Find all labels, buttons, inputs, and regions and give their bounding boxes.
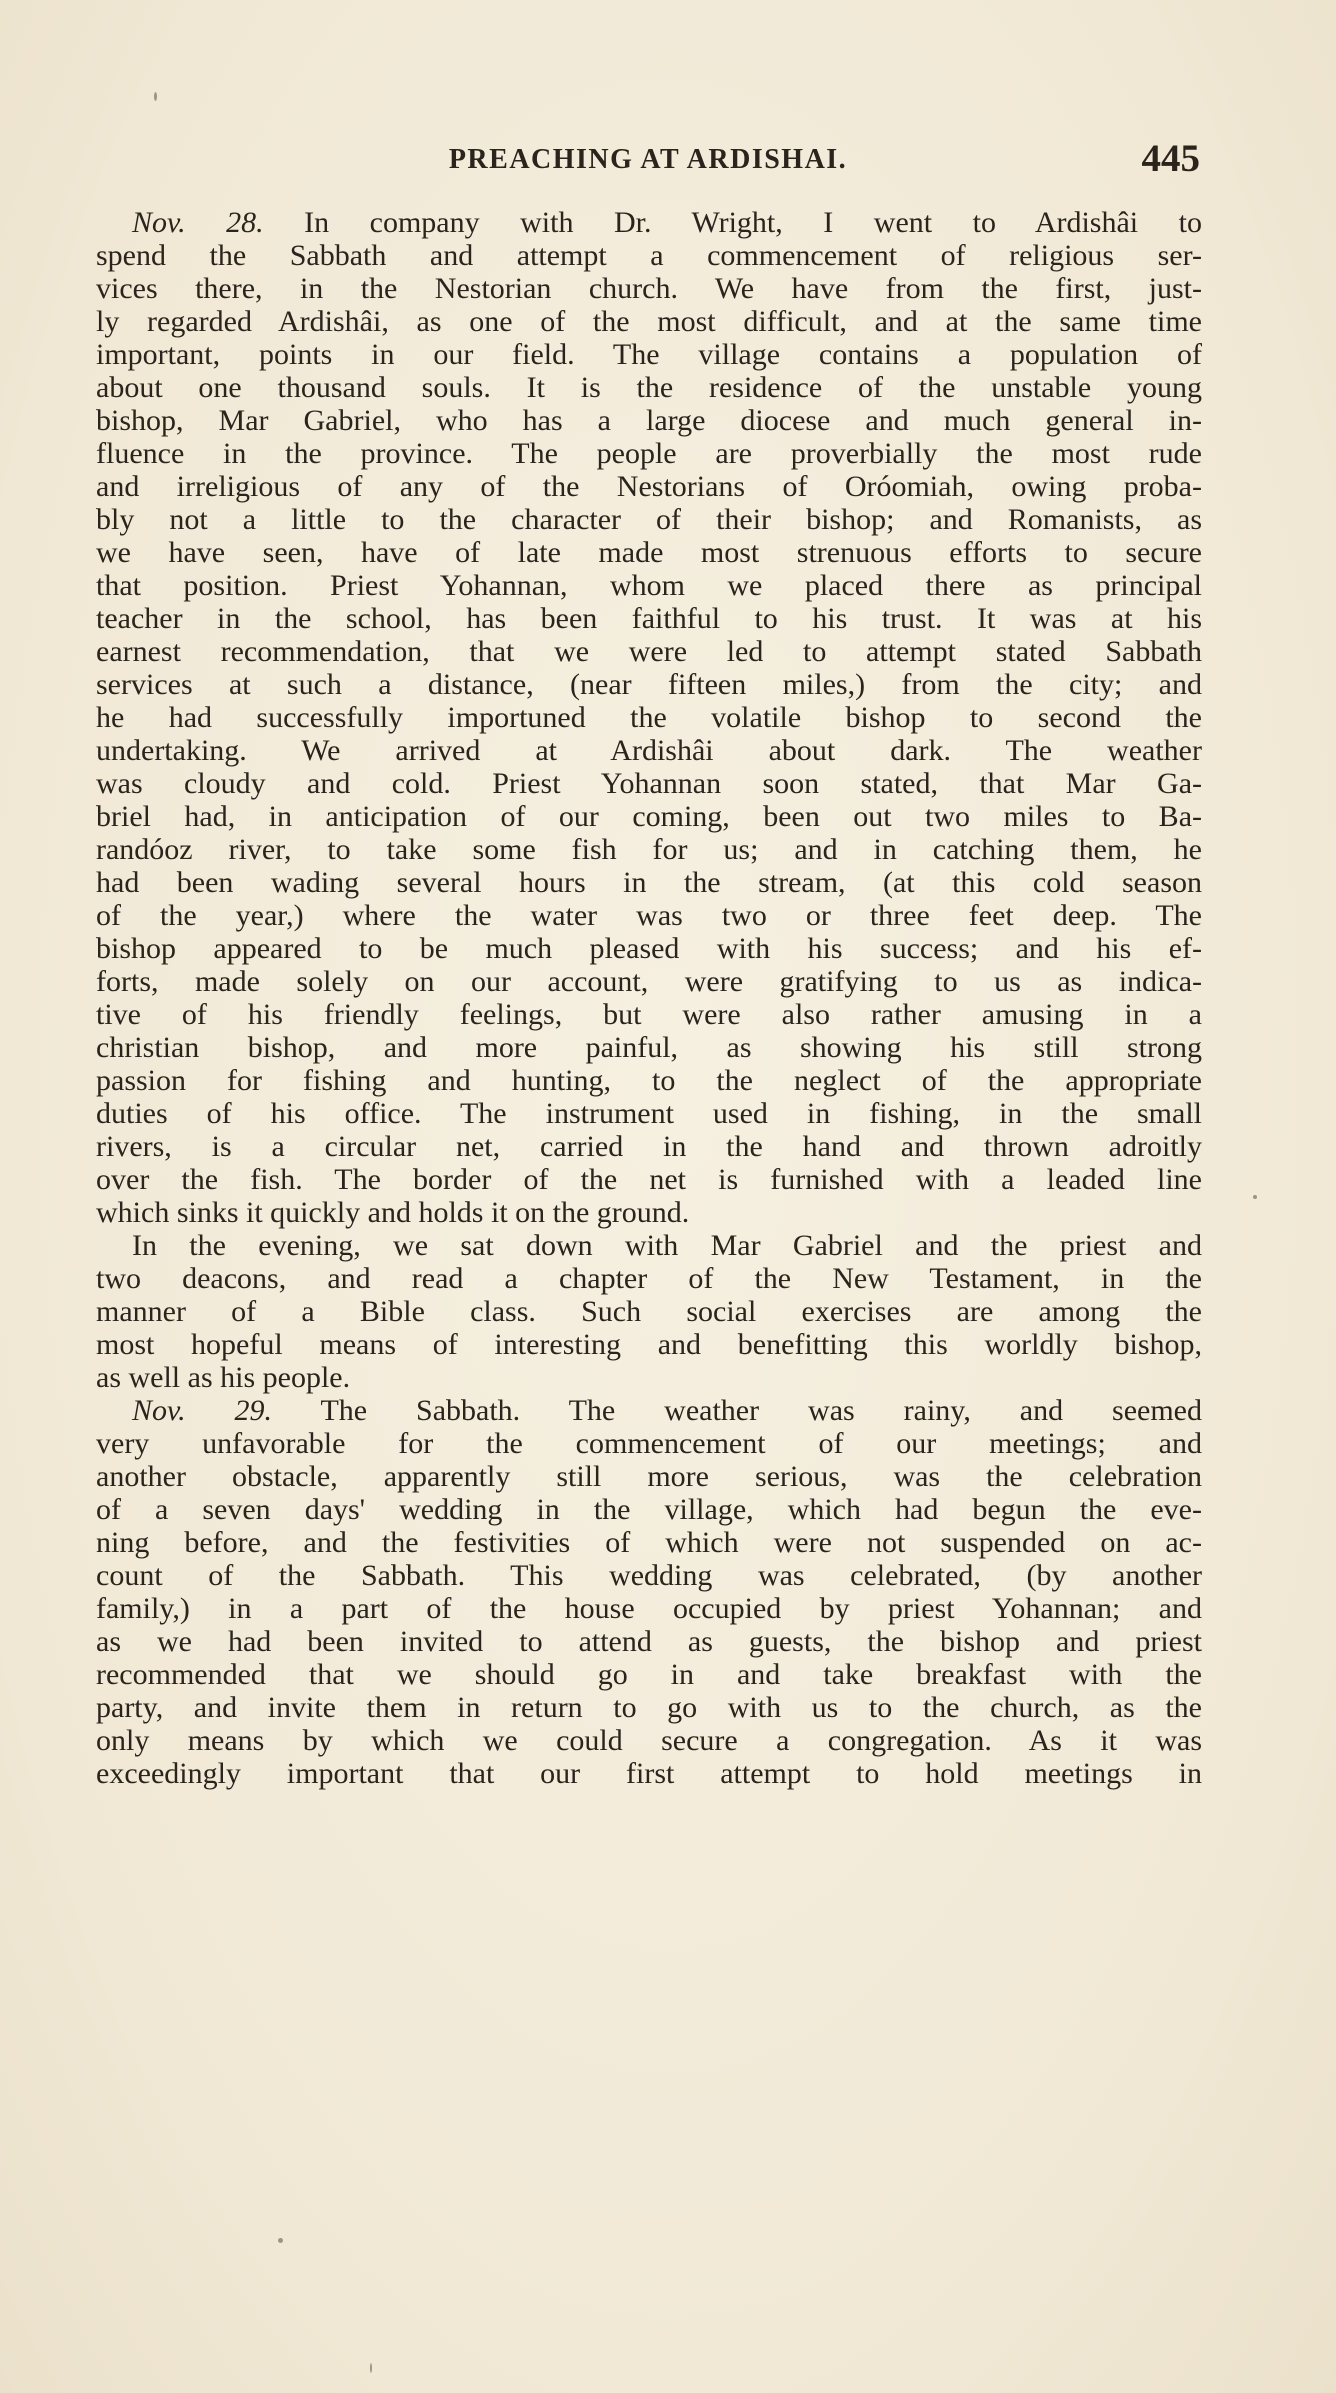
text-line: teacher in the school, has been faithful to his trust. It was at his [96, 602, 1202, 635]
text-line: undertaking. We arrived at Ardishâi about dark. The weather [96, 734, 1202, 767]
text-line: had been wading several hours in the stream, (at this cold season [96, 866, 1202, 899]
paper-speck [154, 92, 157, 101]
text-line: tive of his friendly feelings, but were also rather amusing in a [96, 998, 1202, 1031]
text-line: which sinks it quickly and holds it on the ground. [96, 1196, 690, 1229]
text-line: most hopeful means of interesting and benefitting this worldly bishop, [96, 1328, 1202, 1361]
text-line: bishop appeared to be much pleased with his success; and his ef- [96, 932, 1202, 965]
text-line: randóoz river, to take some fish for us; and in catching them, he [96, 833, 1202, 866]
text-line: as we had been invited to attend as guests, the bishop and priest [96, 1625, 1202, 1658]
text-line: we have seen, have of late made most strenuous efforts to secure [96, 536, 1202, 569]
text-line: recommended that we should go in and take breakfast with the [96, 1658, 1202, 1691]
running-title: PREACHING AT ARDISHAI. [448, 144, 848, 175]
text-line: important, points in our field. The village contains a population of [96, 338, 1202, 371]
text-line: ly regarded Ardishâi, as one of the most difficult, and at the same time [96, 305, 1202, 338]
body-text [96, 206, 1202, 1790]
text-line: briel had, in anticipation of our coming, been out two miles to Ba- [96, 800, 1202, 833]
text-line: spend the Sabbath and attempt a commencement of religious ser- [96, 239, 1202, 272]
text-line: vices there, in the Nestorian church. We have from the first, just- [96, 272, 1202, 305]
text-line: very unfavorable for the commencement of our meetings; and [96, 1427, 1202, 1460]
text-line: fluence in the province. The people are proverbially the most rude [96, 437, 1202, 470]
text-line: over the fish. The border of the net is furnished with a leaded line [96, 1163, 1202, 1196]
page-header [96, 136, 1200, 192]
text-line: party, and invite them in return to go with us to the church, as the [96, 1691, 1202, 1724]
entry-date: Nov. 29. [132, 1394, 273, 1427]
text-line: Nov. 29. The Sabbath. The weather was rainy, and seemed [132, 1394, 1202, 1427]
text-line: about one thousand souls. It is the residence of the unstable young [96, 371, 1202, 404]
paper-speck [370, 2363, 372, 2373]
text-line: he had successfully importuned the volatile bishop to second the [96, 701, 1202, 734]
text-line: bishop, Mar Gabriel, who has a large diocese and much general in- [96, 404, 1202, 437]
text-line: and irreligious of any of the Nestorians of Oróomiah, owing proba- [96, 470, 1202, 503]
paper-speck [278, 2238, 283, 2243]
text-line: family,) in a part of the house occupied by priest Yohannan; and [96, 1592, 1202, 1625]
text-line: that position. Priest Yohannan, whom we placed there as principal [96, 569, 1202, 602]
page-number: 445 [1141, 137, 1200, 180]
text-line: forts, made solely on our account, were gratifying to us as indica- [96, 965, 1202, 998]
text-line: two deacons, and read a chapter of the New Testament, in the [96, 1262, 1202, 1295]
text-line: Nov. 28. In company with Dr. Wright, I went to Ardishâi to [132, 206, 1202, 239]
text-line: duties of his office. The instrument used in fishing, in the small [96, 1097, 1202, 1130]
text-line: rivers, is a circular net, carried in the hand and thrown adroitly [96, 1130, 1202, 1163]
entry-date: Nov. 28. [132, 206, 264, 239]
text-line: only means by which we could secure a congregation. As it was [96, 1724, 1202, 1757]
text-line: In the evening, we sat down with Mar Gabriel and the priest and [132, 1229, 1202, 1262]
text-line: was cloudy and cold. Priest Yohannan soon stated, that Mar Ga- [96, 767, 1202, 800]
text-line: of the year,) where the water was two or three feet deep. The [96, 899, 1202, 932]
text-line: services at such a distance, (near fifteen miles,) from the city; and [96, 668, 1202, 701]
text-line: count of the Sabbath. This wedding was celebrated, (by another [96, 1559, 1202, 1592]
text-line: exceedingly important that our first attempt to hold meetings in [96, 1757, 1202, 1790]
text-line: bly not a little to the character of their bishop; and Romanists, as [96, 503, 1202, 536]
text-line: as well as his people. [96, 1361, 351, 1394]
text-line: another obstacle, apparently still more serious, was the celebration [96, 1460, 1202, 1493]
text-line: christian bishop, and more painful, as showing his still strong [96, 1031, 1202, 1064]
text-line: earnest recommendation, that we were led to attempt stated Sabbath [96, 635, 1202, 668]
text-line: ning before, and the festivities of which were not suspended on ac- [96, 1526, 1202, 1559]
text-line: of a seven days' wedding in the village, which had begun the eve- [96, 1493, 1202, 1526]
text-line: manner of a Bible class. Such social exercises are among the [96, 1295, 1202, 1328]
paper-speck [1253, 1195, 1257, 1199]
text-line: passion for fishing and hunting, to the neglect of the appropriate [96, 1064, 1202, 1097]
